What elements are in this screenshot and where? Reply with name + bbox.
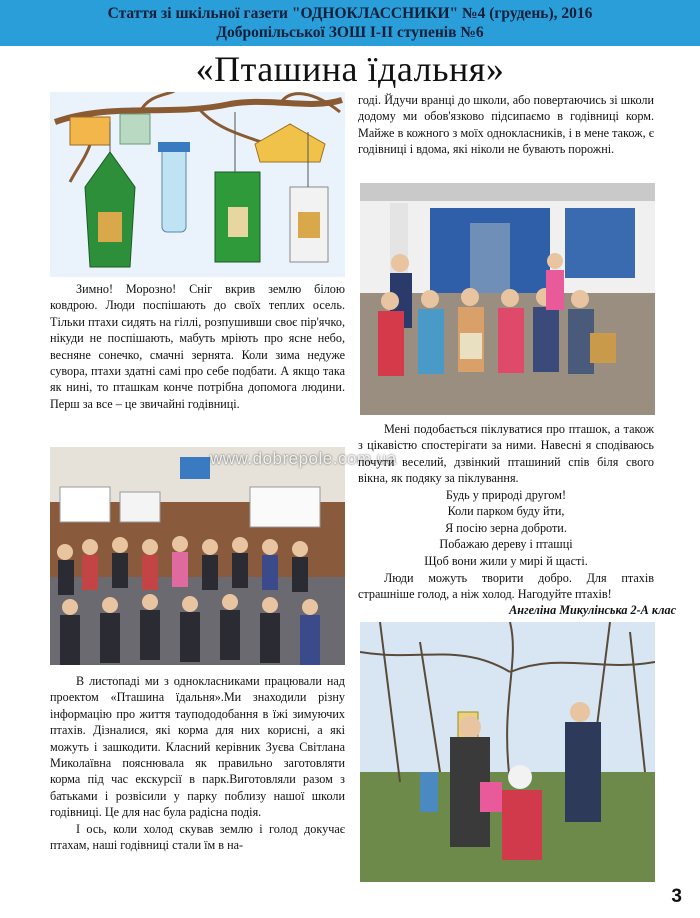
paragraph: годі. Йдучи вранці до школи, або повертаючись зі школи додому ми обов'язково підсипаємо в годівниці корм. Майже в кожного з моїх однокласників, і в мене також, є годівниці і вдома, які ніколи не бувають порожні. [358, 93, 654, 157]
site-watermark: www.dobrepole.com.ua [210, 449, 397, 468]
poem-line: Щоб вони жили у мирі й щасті. [424, 553, 588, 568]
paragraph: І ось, коли холод скував землю і голод докучає птахам, наші годівниці стали їм в на- [50, 821, 345, 853]
right-column-text-1 [358, 92, 654, 158]
paragraph: Мені подобається піклуватися про пташок, а також з цікавістю спостерігати за ними. Навесні я сподіваюсь почути веселий, дзвінкий пташиний спів біля свого вікна, як подяку за піклування. [358, 422, 654, 486]
classroom-photo [50, 447, 345, 665]
left-column-text-2 [50, 673, 345, 853]
paragraph: Зимно! Морозно! Сніг вкрив землю білою ковдрою. Люди поспішають до своїх теплих осель. Тільки птахи сидять на гіллі, розпушивши своє пір'ячко, нікуди не поспішають, мабуть мріють про ясне небо, весняне сонечко, смачні зернята. Коли зима недуже сувора, птахи здатні самі про себе подбати. А якщо така як нині, то пташкам конче потрібна допомога людини. Перш за все – це звичайні годівниці. [50, 282, 345, 411]
school-group-photo [360, 183, 655, 415]
header-line-2: Добропільської ЗОШ І-ІІ ступенів №6 [216, 24, 484, 41]
feeders-illustration [50, 92, 345, 277]
page-number: 3 [671, 886, 682, 907]
article-title: «Пташина їдальня» [195, 49, 505, 89]
paragraph: Люди можуть творити добро. Для птахів страшніше голод, а ніж холод. Нагодуйте птахів! [358, 571, 654, 602]
poem [358, 487, 654, 569]
poem-line: Коли парком буду йти, [447, 504, 565, 519]
author-signature: Ангеліна Микулінська 2-А клас [509, 603, 676, 617]
newspaper-header [0, 0, 700, 46]
poem-line: Будь у природі другом! [445, 488, 567, 502]
paragraph: В листопаді ми з однокласниками працювали над проектом «Пташина їдальня».Ми знаходили різну інформацію про життя таупододобання в їжі зимуючих птахів. Дізналися, які корма для них корисні, а які можуть і зашкодити. Класний керівник Зуєва Світлана Миколаївна пояснювала як правильно заготовляти корма під час екскурсії в парк.Виготовляли разом з батьками і розвісили у парку поблизу нашої школи годівниці. Це для нас була радісна подія. [50, 674, 345, 820]
right-column-text-3 [358, 570, 654, 603]
park-feeder-photo [360, 622, 655, 882]
right-column-text-2 [358, 421, 654, 487]
poem-line: Я посію зерна доброти. [445, 520, 567, 535]
poem-line: Побажаю дереву і пташці [439, 537, 573, 552]
header-line-1: Стаття зі шкільної газети "ОДНОКЛАССНИКИ" №4 (грудень), 2016 [107, 5, 593, 22]
left-column-text-1 [50, 281, 345, 412]
